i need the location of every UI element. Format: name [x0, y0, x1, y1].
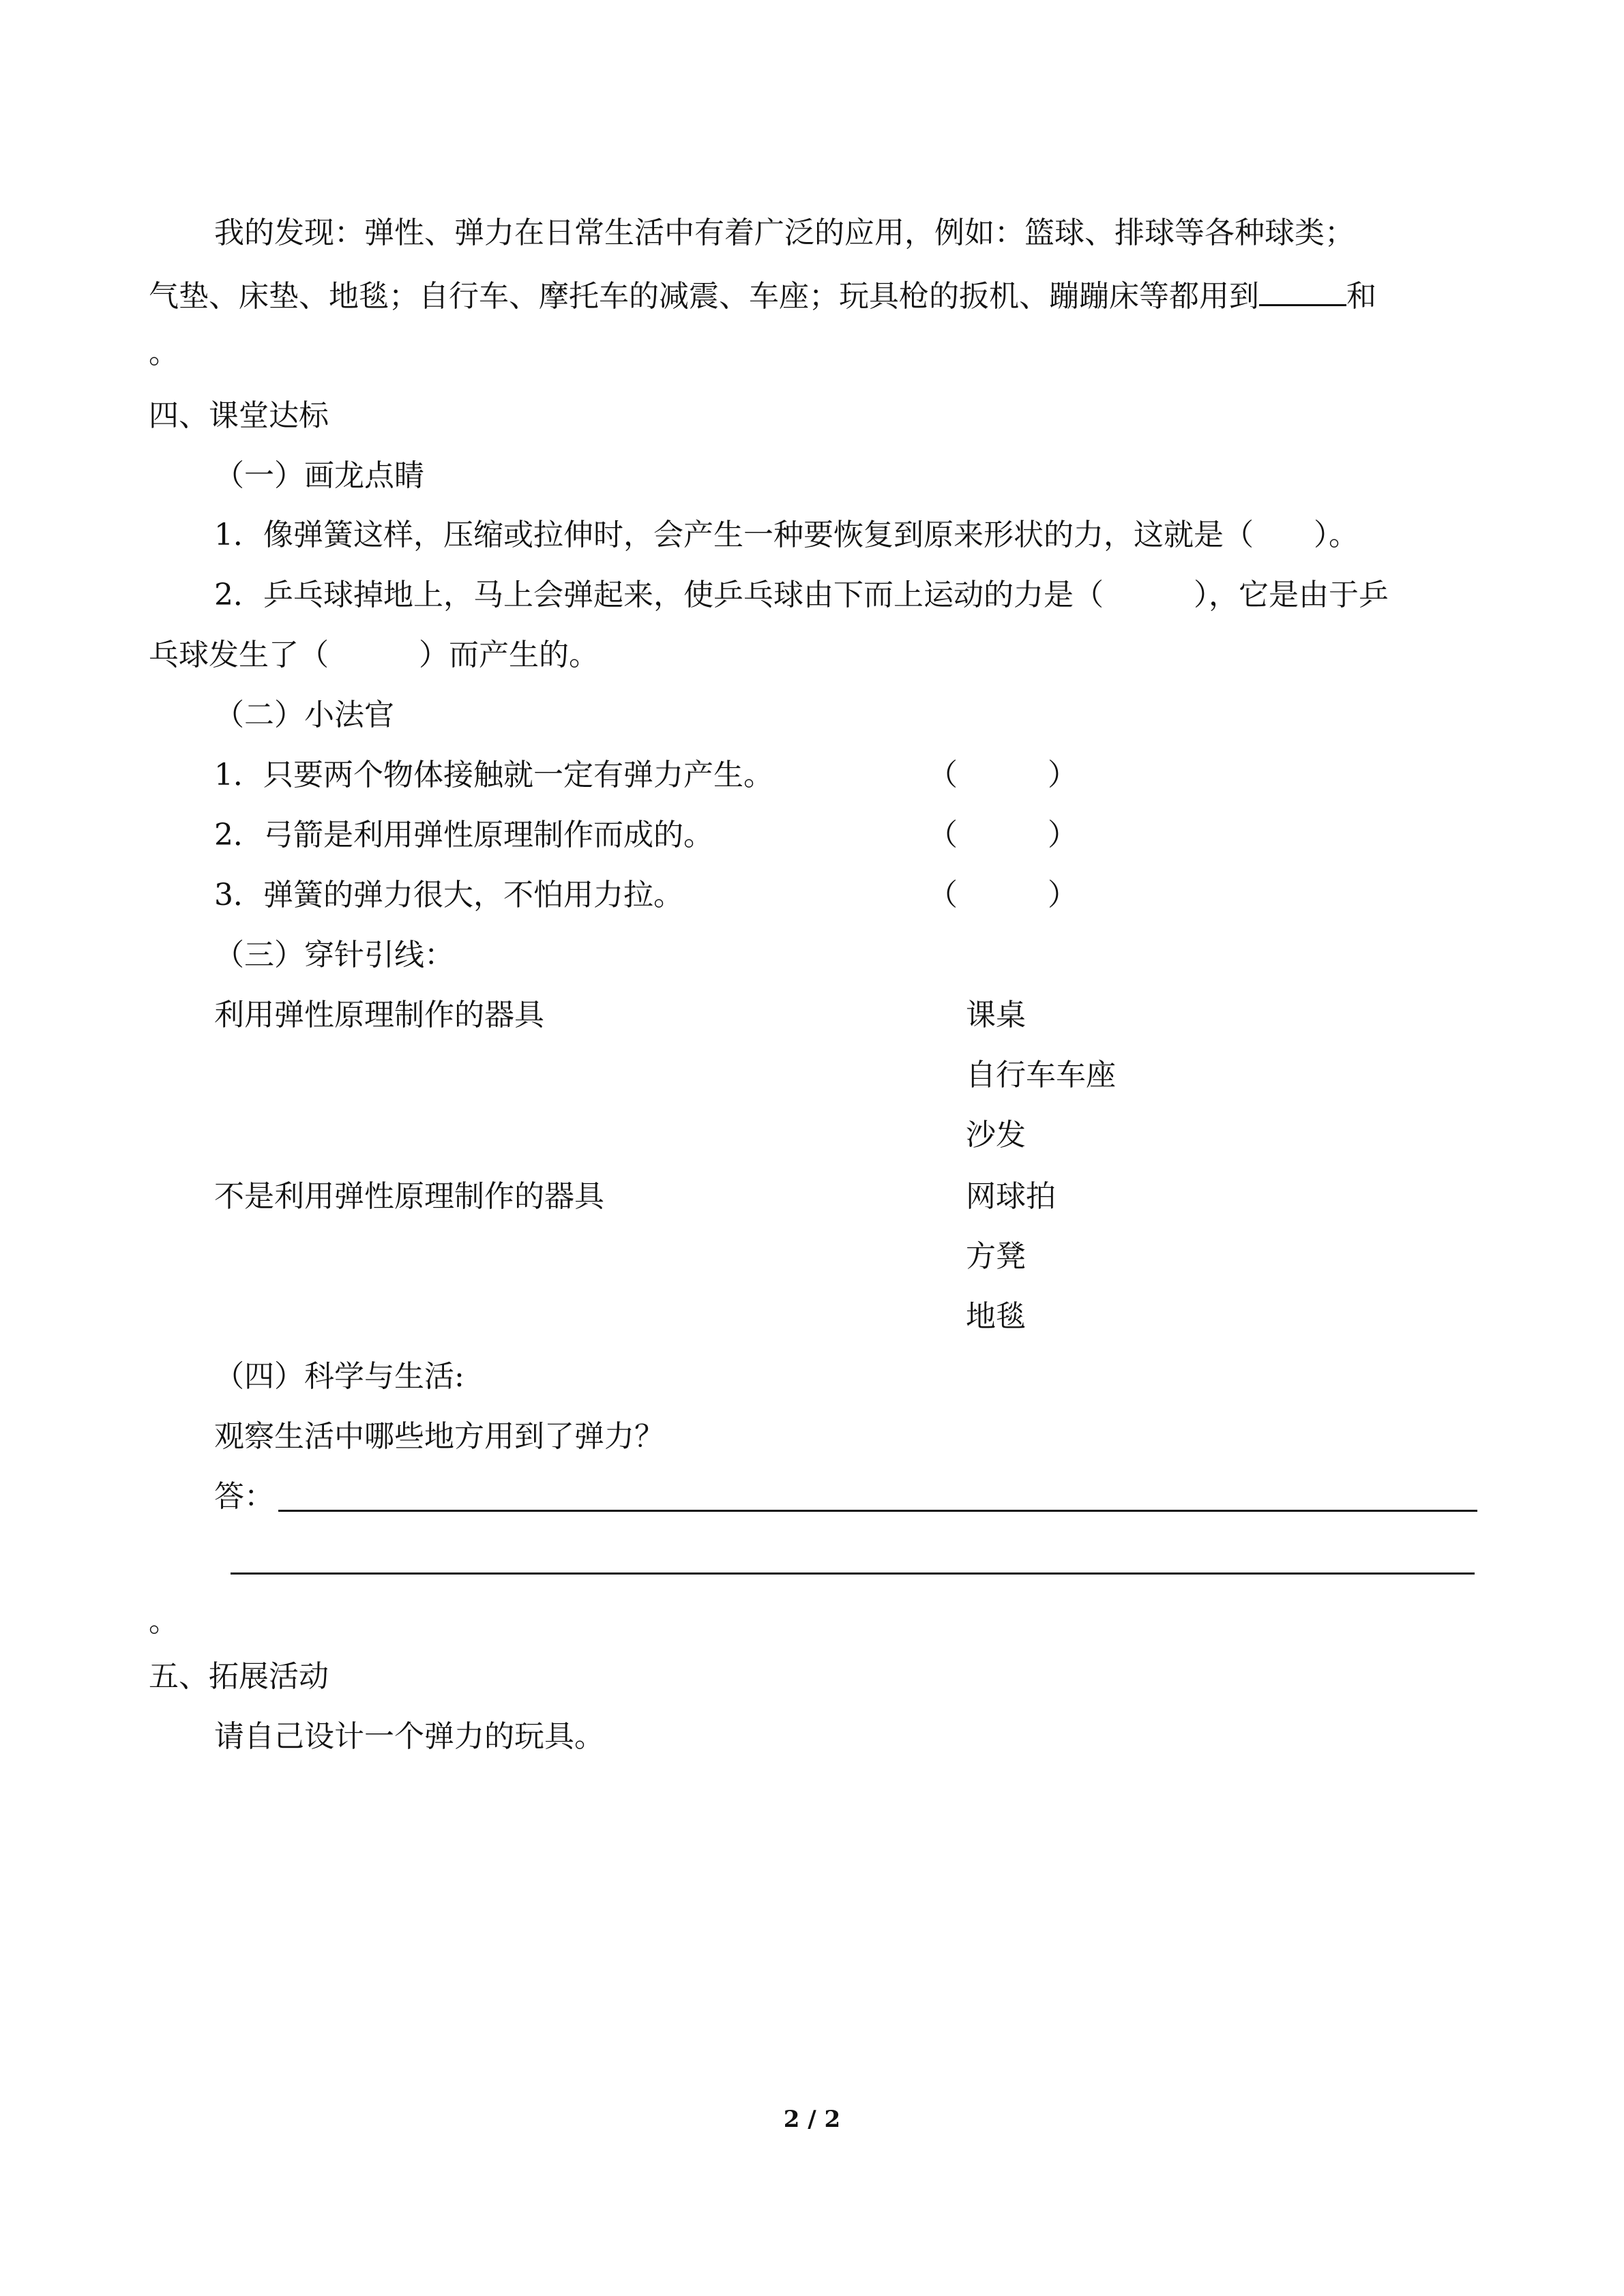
match-left-item[interactable]: 利用弹性原理制作的器具: [214, 998, 544, 1032]
answer-end-mark: 。: [149, 1604, 179, 1639]
judge-item-1: 1．只要两个物体接触就一定有弹力产生。: [214, 758, 773, 792]
match-right-item[interactable]: 网球拍: [966, 1179, 1056, 1214]
fill-blank[interactable]: [1259, 274, 1346, 306]
discovery-line-2-end: 和: [1346, 279, 1376, 314]
answer-line-1[interactable]: [278, 1510, 1477, 1512]
answer-label: 答：: [214, 1479, 274, 1514]
judge-bracket-2[interactable]: （ ）: [928, 818, 1078, 852]
page-number: 2 / 2: [783, 2106, 841, 2133]
part-1-question-2-line-2: 乓球发生了（ ）而产生的。: [149, 638, 599, 672]
part-2-title: （二）小法官: [214, 698, 394, 732]
discovery-line-1: 我的发现：弹性、弹力在日常生活中有着广泛的应用，例如：篮球、排球等各种球类；: [214, 215, 1355, 250]
part-1-question-2-line-1: 2．乒乓球掉地上，马上会弹起来，使乒乓球由下而上运动的力是（ ），它是由于乒: [214, 578, 1389, 612]
judge-item-2: 2．弓箭是利用弹性原理制作而成的。: [214, 818, 713, 852]
judge-item-3: 3．弹簧的弹力很大，不怕用力拉。: [214, 878, 683, 912]
discovery-line-3: 。: [149, 336, 179, 370]
part-3-title: （三）穿针引线：: [214, 938, 454, 972]
part-1-question-1: 1．像弹簧这样，压缩或拉伸时，会产生一种要恢复到原来形状的力，这就是（ ）。: [214, 518, 1359, 552]
judge-bracket-3[interactable]: （ ）: [928, 878, 1078, 912]
section-4-title: 四、课堂达标: [149, 398, 329, 433]
match-right-item[interactable]: 地毯: [966, 1299, 1026, 1334]
match-right-item[interactable]: 课桌: [966, 998, 1026, 1032]
discovery-line-2-text: 气垫、床垫、地毯；自行车、摩托车的减震、车座；玩具枪的扳机、蹦蹦床等都用到: [149, 279, 1259, 314]
match-right-item[interactable]: 沙发: [966, 1118, 1026, 1152]
part-1-title: （一）画龙点睛: [214, 458, 424, 493]
part-4-question: 观察生活中哪些地方用到了弹力？: [214, 1419, 664, 1454]
part-4-title: （四）科学与生活:: [214, 1359, 464, 1394]
answer-line-2[interactable]: [231, 1572, 1475, 1575]
match-right-item[interactable]: 方凳: [966, 1239, 1026, 1274]
match-left-item[interactable]: 不是利用弹性原理制作的器具: [214, 1179, 604, 1214]
section-5-title: 五、拓展活动: [149, 1659, 329, 1694]
section-5-task: 请自己设计一个弹力的玩具。: [214, 1719, 604, 1754]
match-right-item[interactable]: 自行车车座: [966, 1058, 1116, 1092]
judge-bracket-1[interactable]: （ ）: [928, 758, 1078, 792]
discovery-line-2: [149, 274, 1376, 316]
